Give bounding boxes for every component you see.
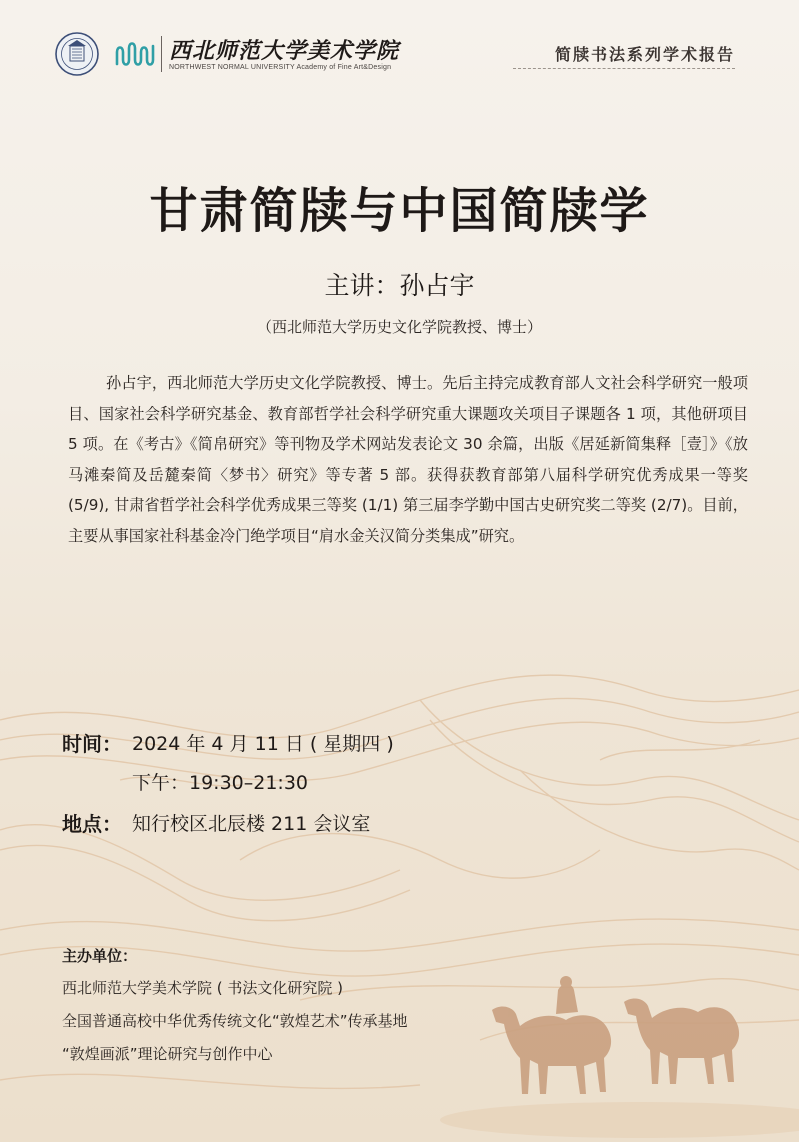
series-underline: [513, 68, 735, 69]
lecture-title: 甘肃简牍与中国简牍学: [149, 183, 650, 239]
organizer-item: 西北师范大学美术学院 ( 书法文化研究院 ): [62, 979, 344, 997]
camel-icon: [624, 999, 739, 1084]
event-place: 知行校区北辰楼 211 会议室: [132, 813, 371, 835]
camel-rider-icon: [492, 976, 611, 1094]
header-divider: [161, 36, 162, 72]
organizer-item: 全国普通高校中华优秀传统文化“敦煌艺术”传承基地: [62, 1012, 408, 1030]
time-label: 时间：: [62, 732, 122, 756]
organizer-item: “敦煌画派”理论研究与创作中心: [62, 1045, 273, 1063]
speaker-line: 主讲：孙占宇: [324, 271, 475, 300]
header: [55, 30, 745, 80]
series-title: 简牍书法系列学术报告: [554, 45, 735, 64]
school-name-en: NORTHWEST NORMAL UNIVERSITY Academy of Fine Art&Design: [169, 64, 392, 71]
event-time-slot: 下午：19:30–21:30: [132, 772, 309, 794]
school-name-cn: 西北师范大学美术学院: [169, 38, 400, 64]
organizers-heading: 主办单位：: [62, 947, 138, 965]
university-seal-icon: [55, 32, 99, 76]
place-label: 地点：: [62, 812, 122, 836]
speaker-bio: 孙占宇，西北师范大学历史文化学院教授、博士。先后主持完成教育部人文社会科学研究一般项目、国家社会科学研究基金、教育部哲学社会科学研究重大课题攻关项目子课题各 1 项，其他研项目 5 项。在《考古》《简帛研究》等刊物及学术网站发表论文 30 余篇，出版《居延新简集释［壹］》《放马滩秦简及岳麓秦简〈梦书〉研究》等专著 5 部。获得获教育部第八届科学研究优秀成果一等奖 (5/9), 甘肃省哲学社会科学优秀成果三等奖 (1/1) 第三届李学勤中国古史研究奖二等奖 (2/7)。目前，主要从事国家社科基金冷门绝学项目“肩水金关汉简分类集成”研究。: [68, 374, 748, 545]
academy-logo-icon: [115, 38, 159, 70]
event-date: 2024 年 4 月 11 日 ( 星期四 ): [132, 733, 394, 755]
speaker-affiliation: （西北师范大学历史文化学院教授、博士）: [256, 318, 542, 336]
